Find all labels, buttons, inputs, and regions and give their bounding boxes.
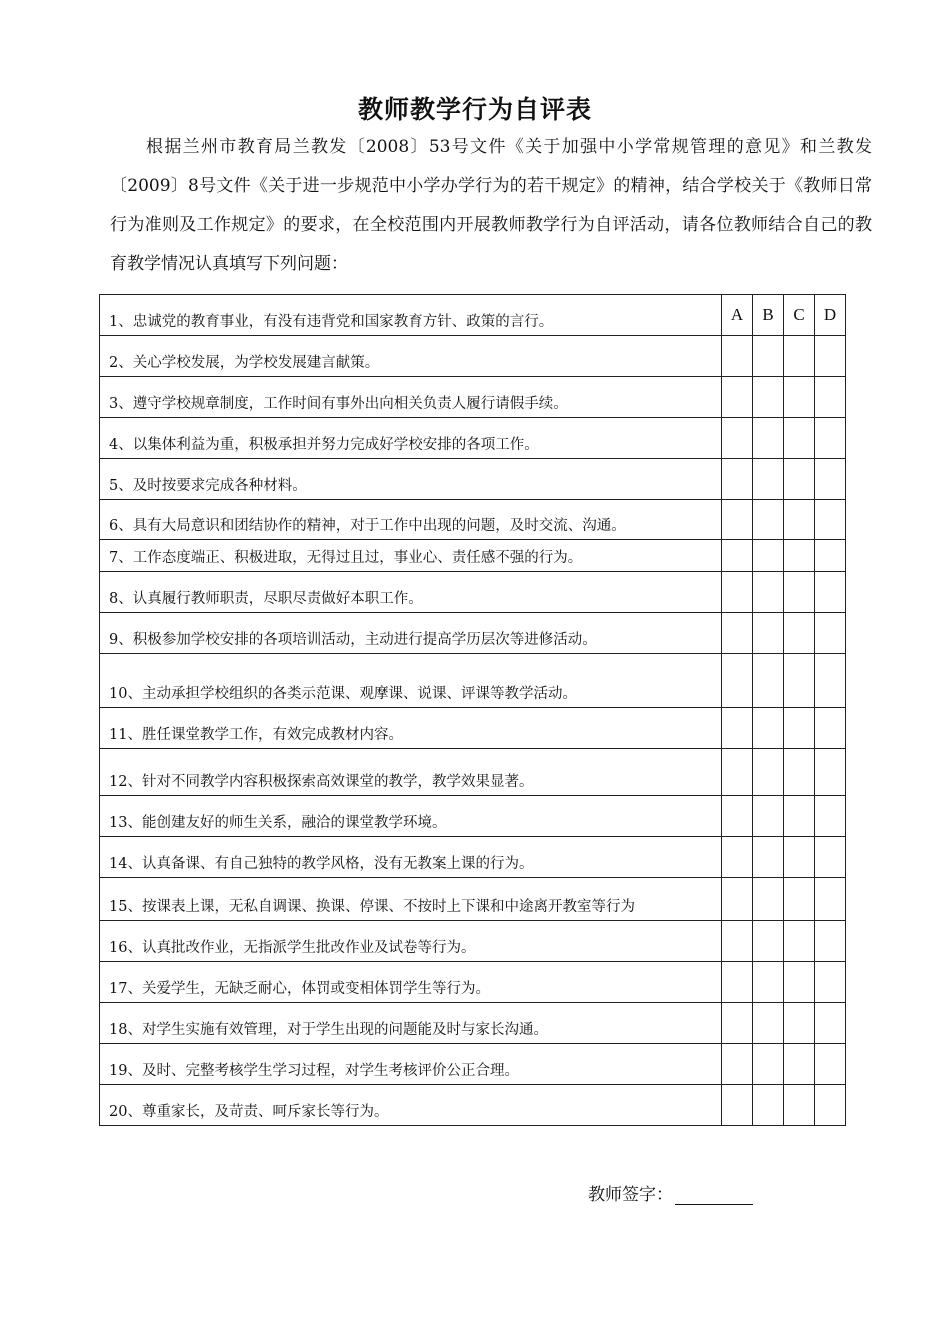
- grade-cell-c[interactable]: [784, 418, 815, 459]
- grade-cell-c[interactable]: [784, 500, 815, 540]
- grade-cell-d[interactable]: [815, 962, 846, 1003]
- grade-cell-d[interactable]: [815, 572, 846, 613]
- grade-cell-a[interactable]: [722, 336, 753, 377]
- table-row: [100, 878, 846, 921]
- table-row: [100, 336, 846, 377]
- grade-cell-a[interactable]: [722, 962, 753, 1003]
- grade-cell-b[interactable]: [753, 336, 784, 377]
- item-cell: [100, 572, 722, 613]
- item-text: 9、积极参加学校安排的各项培训活动，主动进行提高学历层次等进修活动。: [109, 632, 597, 648]
- table-row: [100, 796, 846, 837]
- item-text: 15、按课表上课，无私自调课、换课、停课、不按时上下课和中途离开教室等行为: [109, 899, 635, 915]
- grade-cell-c[interactable]: [784, 796, 815, 837]
- table-row: [100, 572, 846, 613]
- item-text: 4、以集体利益为重，积极承担并努力完成好学校安排的各项工作。: [109, 437, 539, 453]
- grade-cell-a[interactable]: [722, 418, 753, 459]
- item-text: 18、对学生实施有效管理，对于学生出现的问题能及时与家长沟通。: [109, 1022, 548, 1038]
- grade-cell-a[interactable]: [722, 459, 753, 500]
- table-row: [100, 654, 846, 708]
- page-title: 教师教学行为自评表: [357, 95, 592, 124]
- grade-cell-d[interactable]: [815, 540, 846, 572]
- grade-cell-d[interactable]: [815, 377, 846, 418]
- signature-line[interactable]: [675, 1188, 753, 1205]
- grade-cell-a[interactable]: [722, 796, 753, 837]
- table-row: [100, 837, 846, 878]
- table-row: [100, 500, 846, 540]
- item-cell: [100, 295, 722, 336]
- item-text: 7、工作态度端正、积极进取，无得过且过，事业心、责任感不强的行为。: [109, 550, 583, 566]
- grade-cell-a[interactable]: [722, 921, 753, 962]
- grade-cell-c[interactable]: [784, 878, 815, 921]
- item-cell: [100, 613, 722, 654]
- grade-cell-c[interactable]: [784, 1003, 815, 1044]
- item-cell: [100, 500, 722, 540]
- table-row: [100, 1003, 846, 1044]
- grade-cell-a[interactable]: [722, 613, 753, 654]
- evaluation-table: [99, 294, 846, 1126]
- grade-cell-a[interactable]: [722, 837, 753, 878]
- item-text: 5、及时按要求完成各种材料。: [109, 478, 307, 494]
- grade-cell-d[interactable]: [815, 500, 846, 540]
- table-row: [100, 749, 846, 796]
- grade-cell-b[interactable]: [753, 500, 784, 540]
- grade-cell-a[interactable]: [722, 377, 753, 418]
- signature-label: 教师签字：: [588, 1185, 673, 1205]
- grade-cell-b[interactable]: [753, 708, 784, 749]
- grade-cell-a[interactable]: [722, 749, 753, 796]
- item-cell: [100, 654, 722, 708]
- grade-cell-a[interactable]: [722, 708, 753, 749]
- grade-cell-c[interactable]: [784, 1044, 815, 1085]
- grade-cell-d[interactable]: [815, 336, 846, 377]
- grade-cell-b[interactable]: [753, 572, 784, 613]
- grade-cell-a[interactable]: [722, 1085, 753, 1126]
- grade-cell-b[interactable]: [753, 921, 784, 962]
- table-row: [100, 1044, 846, 1085]
- grade-cell-a[interactable]: [722, 572, 753, 613]
- grade-cell-d[interactable]: [815, 796, 846, 837]
- item-cell: [100, 377, 722, 418]
- item-text: 16、认真批改作业，无指派学生批改作业及试卷等行为。: [109, 940, 476, 956]
- item-cell: [100, 540, 722, 572]
- grade-cell-d[interactable]: [815, 837, 846, 878]
- item-cell: [100, 878, 722, 921]
- table-row: [100, 921, 846, 962]
- table-row: [100, 459, 846, 500]
- grade-cell-c[interactable]: [784, 708, 815, 749]
- grade-cell-a[interactable]: [722, 1044, 753, 1085]
- grade-cell-b[interactable]: [753, 1003, 784, 1044]
- table-row: [100, 708, 846, 749]
- grade-cell-c[interactable]: [784, 921, 815, 962]
- table-row: [100, 962, 846, 1003]
- grade-cell-b[interactable]: [753, 796, 784, 837]
- grade-cell-d[interactable]: [815, 1003, 846, 1044]
- grade-cell-c[interactable]: [784, 837, 815, 878]
- item-cell: [100, 1003, 722, 1044]
- item-text: 6、具有大局意识和团结协作的精神，对于工作中出现的问题，及时交流、沟通。: [109, 518, 626, 534]
- item-cell: [100, 459, 722, 500]
- grade-cell-b[interactable]: [753, 418, 784, 459]
- grade-cell-d[interactable]: [815, 459, 846, 500]
- item-cell: [100, 796, 722, 837]
- grade-cell-b[interactable]: [753, 459, 784, 500]
- item-text: 14、认真备课、有自己独特的教学风格，没有无教案上课的行为。: [109, 856, 534, 872]
- grade-cell-a[interactable]: [722, 878, 753, 921]
- grade-cell-b[interactable]: [753, 540, 784, 572]
- grade-cell-b[interactable]: [753, 837, 784, 878]
- table-row: [100, 377, 846, 418]
- item-text: 2、关心学校发展，为学校发展建言献策。: [109, 355, 380, 371]
- grade-cell-a[interactable]: [722, 540, 753, 572]
- grade-cell-c[interactable]: [784, 654, 815, 708]
- grade-header-d[interactable]: D: [815, 295, 846, 336]
- grade-cell-a[interactable]: [722, 500, 753, 540]
- item-text: 19、及时、完整考核学生学习过程，对学生考核评价公正合理。: [109, 1063, 519, 1079]
- grade-cell-b[interactable]: [753, 962, 784, 1003]
- grade-cell-b[interactable]: [753, 749, 784, 796]
- grade-cell-c[interactable]: [784, 459, 815, 500]
- grade-cell-b[interactable]: [753, 654, 784, 708]
- item-text: 12、针对不同教学内容积极探索高效课堂的教学，教学效果显著。: [109, 774, 534, 790]
- grade-cell-b[interactable]: [753, 1044, 784, 1085]
- grade-cell-d[interactable]: [815, 749, 846, 796]
- signature-area: [588, 1180, 753, 1205]
- item-text: 17、关爱学生，无缺乏耐心，体罚或变相体罚学生等行为。: [109, 981, 490, 997]
- grade-header-a[interactable]: A: [722, 295, 753, 336]
- item-cell: [100, 921, 722, 962]
- item-text: 20、尊重家长，及苛责、呵斥家长等行为。: [109, 1104, 389, 1120]
- item-cell: [100, 708, 722, 749]
- grade-cell-c[interactable]: [784, 613, 815, 654]
- item-cell: [100, 336, 722, 377]
- item-cell: [100, 962, 722, 1003]
- grade-cell-c[interactable]: [784, 962, 815, 1003]
- grade-cell-b[interactable]: [753, 878, 784, 921]
- grade-cell-c[interactable]: [784, 749, 815, 796]
- grade-cell-d[interactable]: [815, 921, 846, 962]
- grade-cell-d[interactable]: [815, 418, 846, 459]
- item-text: 13、能创建友好的师生关系，融洽的课堂教学环境。: [109, 815, 447, 831]
- grade-cell-d[interactable]: [815, 878, 846, 921]
- item-text: 3、遵守学校规章制度，工作时间有事外出向相关负责人履行请假手续。: [109, 396, 568, 412]
- table-row: [100, 613, 846, 654]
- grade-cell-a[interactable]: [722, 1003, 753, 1044]
- item-cell: [100, 1085, 722, 1126]
- item-cell: [100, 418, 722, 459]
- grade-header-b[interactable]: B: [753, 295, 784, 336]
- item-cell: [100, 837, 722, 878]
- grade-cell-d[interactable]: [815, 613, 846, 654]
- grade-cell-d[interactable]: [815, 1085, 846, 1126]
- item-text: 8、认真履行教师职责，尽职尽责做好本职工作。: [109, 591, 423, 607]
- item-text: 10、主动承担学校组织的各类示范课、观摩课、说课、评课等教学活动。: [109, 686, 577, 702]
- grade-header-c[interactable]: C: [784, 295, 815, 336]
- table-row: [100, 540, 846, 572]
- item-cell: [100, 1044, 722, 1085]
- grade-cell-d[interactable]: [815, 708, 846, 749]
- item-text: 11、胜任课堂教学工作，有效完成教材内容。: [109, 727, 403, 743]
- grade-cell-b[interactable]: [753, 377, 784, 418]
- grade-cell-d[interactable]: [815, 1044, 846, 1085]
- table-row: [100, 418, 846, 459]
- grade-cell-d[interactable]: [815, 654, 846, 708]
- item-cell: [100, 749, 722, 796]
- grade-cell-c[interactable]: [784, 377, 815, 418]
- table-row: [100, 1085, 846, 1126]
- grade-cell-a[interactable]: [722, 654, 753, 708]
- grade-cell-b[interactable]: [753, 613, 784, 654]
- grade-cell-c[interactable]: [784, 572, 815, 613]
- table-row: [100, 295, 846, 336]
- grade-cell-c[interactable]: [784, 336, 815, 377]
- grade-cell-c[interactable]: [784, 1085, 815, 1126]
- grade-cell-b[interactable]: [753, 1085, 784, 1126]
- grade-cell-c[interactable]: [784, 540, 815, 572]
- item-text: 1、忠诚党的教育事业，有没有违背党和国家教育方针、政策的言行。: [109, 314, 554, 330]
- intro-paragraph: 根据兰州市教育局兰教发〔2008〕53号文件《关于加强中小学常规管理的意见》和兰教发〔2009〕8号文件《关于进一步规范中小学办学行为的若干规定》的精神，结合学校关于《教师日常行为准则及工作规定》的要求，在全校范围内开展教师教学行为自评活动，请各位教师结合自己的教育教学情况认真填写下列问题：: [110, 137, 872, 274]
